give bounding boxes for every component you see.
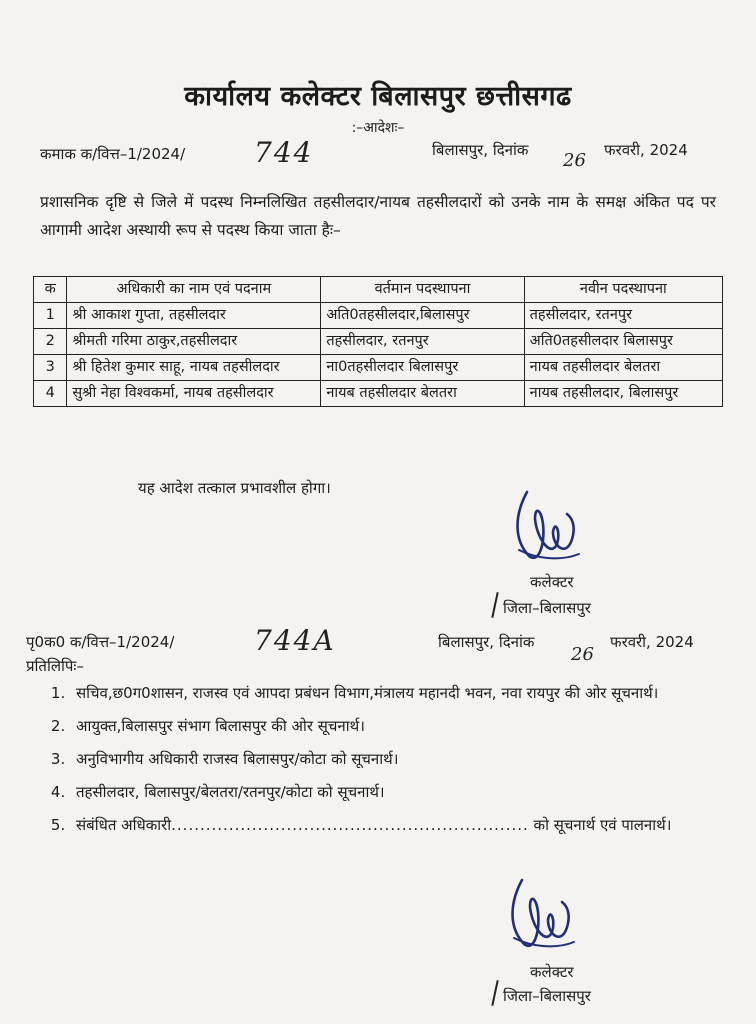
place-date-prefix-2: बिलासपुर, दिनांक <box>438 633 535 651</box>
copy-to-label: प्रतिलिपिः– <box>26 657 84 675</box>
signature-designation-2: कलेक्टर <box>530 963 574 981</box>
item5-dots: .............................................................. <box>171 816 529 834</box>
cell-serial: 3 <box>34 355 67 381</box>
table-row <box>34 329 723 355</box>
list-item: 1. सचिव,छ0ग0शासन, राजस्व एवं आपदा प्रबंधन विभाग,मंत्रालय महानदी भवन, नवा रायपुर की ओर सूचनार्थ। <box>70 680 730 707</box>
effect-statement: यह आदेश तत्काल प्रभावशील होगा। <box>138 479 331 497</box>
list-item: 4. तहसीलदार, बिलासपुर/बेलतरा/रतनपुर/कोटा को सूचनार्थ। <box>70 779 730 806</box>
list-item: 3. अनुविभागीय अधिकारी राजस्व बिलासपुर/कोटा को सूचनार्थ। <box>70 746 730 773</box>
cell-officer: सुश्री नेहा विश्वकर्मा, नायब तहसीलदार <box>67 381 321 407</box>
table-row <box>34 303 723 329</box>
endorsement-number: पृ0क0 क/वित्त–1/2024/ <box>26 633 175 651</box>
signature-designation-1: कलेक्टर <box>530 573 574 591</box>
signature-district-2: जिला–बिलासपुर <box>503 987 591 1005</box>
table-row <box>34 355 723 381</box>
cell-officer: श्री हितेश कुमार साहू, नायब तहसीलदार <box>67 355 321 381</box>
cell-new-posting: नायब तहसीलदार बेलतरा <box>524 355 722 381</box>
col-header-current-posting: वर्तमान पदस्थापना <box>321 277 524 303</box>
list-item: 2. आयुक्त,बिलासपुर संभाग बिलासपुर की ओर सूचनार्थ। <box>70 713 730 740</box>
cell-new-posting: नायब तहसीलदार, बिलासपुर <box>524 381 722 407</box>
posting-table <box>33 276 723 407</box>
list-item <box>70 812 730 839</box>
col-header-serial: क <box>34 277 67 303</box>
handwritten-endorsement-number: 744A <box>254 624 336 657</box>
cell-officer: श्री आकाश गुप्ता, तहसीलदार <box>67 303 321 329</box>
month-year: फरवरी, 2024 <box>604 141 688 159</box>
cell-new-posting: अति0तहसीलदार बिलासपुर <box>524 329 722 355</box>
cell-serial: 4 <box>34 381 67 407</box>
col-header-new-posting: नवीन पदस्थापना <box>524 277 722 303</box>
cell-current-posting: तहसीलदार, रतनपुर <box>321 329 524 355</box>
signature-district-1: जिला–बिलासपुर <box>503 599 591 617</box>
order-label: :–आदेशः– <box>351 120 405 136</box>
collector-signature-2 <box>500 872 580 962</box>
month-year-2: फरवरी, 2024 <box>610 633 694 651</box>
office-title: कार्यालय कलेक्टर बिलासपुर छत्तीसगढ <box>184 81 572 112</box>
order-number: कमाक क/वित्त–1/2024/ <box>40 145 186 163</box>
order-body-text: प्रशासनिक दृष्टि से जिले में पदस्थ निम्नलिखित तहसीलदार/नायब तहसीलदारों को उनके नाम के समक्ष अंकित पद पर आगामी आदेश अस्थायी रूप से पदस्थ किया जाता हैः– <box>40 193 716 239</box>
cell-new-posting: तहसीलदार, रतनपुर <box>524 303 722 329</box>
cell-serial: 2 <box>34 329 67 355</box>
place-date-prefix: बिलासपुर, दिनांक <box>432 141 529 159</box>
collector-signature-1 <box>505 484 585 574</box>
handwritten-day: 26 <box>563 150 586 171</box>
handwritten-slash <box>491 592 498 618</box>
col-header-officer: अधिकारी का नाम एवं पदनाम <box>67 277 321 303</box>
handwritten-order-number: 744 <box>254 136 314 169</box>
handwritten-day-2: 26 <box>571 644 594 665</box>
cell-current-posting: नायब तहसीलदार बेलतरा <box>321 381 524 407</box>
handwritten-slash <box>491 980 498 1006</box>
cell-officer: श्रीमती गरिमा ठाकुर,तहसीलदार <box>67 329 321 355</box>
item5-end: को सूचनार्थ एवं पालनार्थ। <box>533 816 672 834</box>
cell-current-posting: ना0तहसीलदार बिलासपुर <box>321 355 524 381</box>
cell-current-posting: अति0तहसीलदार,बिलासपुर <box>321 303 524 329</box>
copy-recipient-list <box>40 680 730 845</box>
table-row <box>34 381 723 407</box>
cell-serial: 1 <box>34 303 67 329</box>
item5-start: संबंधित अधिकारी <box>76 816 172 834</box>
table-header-row <box>34 277 723 303</box>
